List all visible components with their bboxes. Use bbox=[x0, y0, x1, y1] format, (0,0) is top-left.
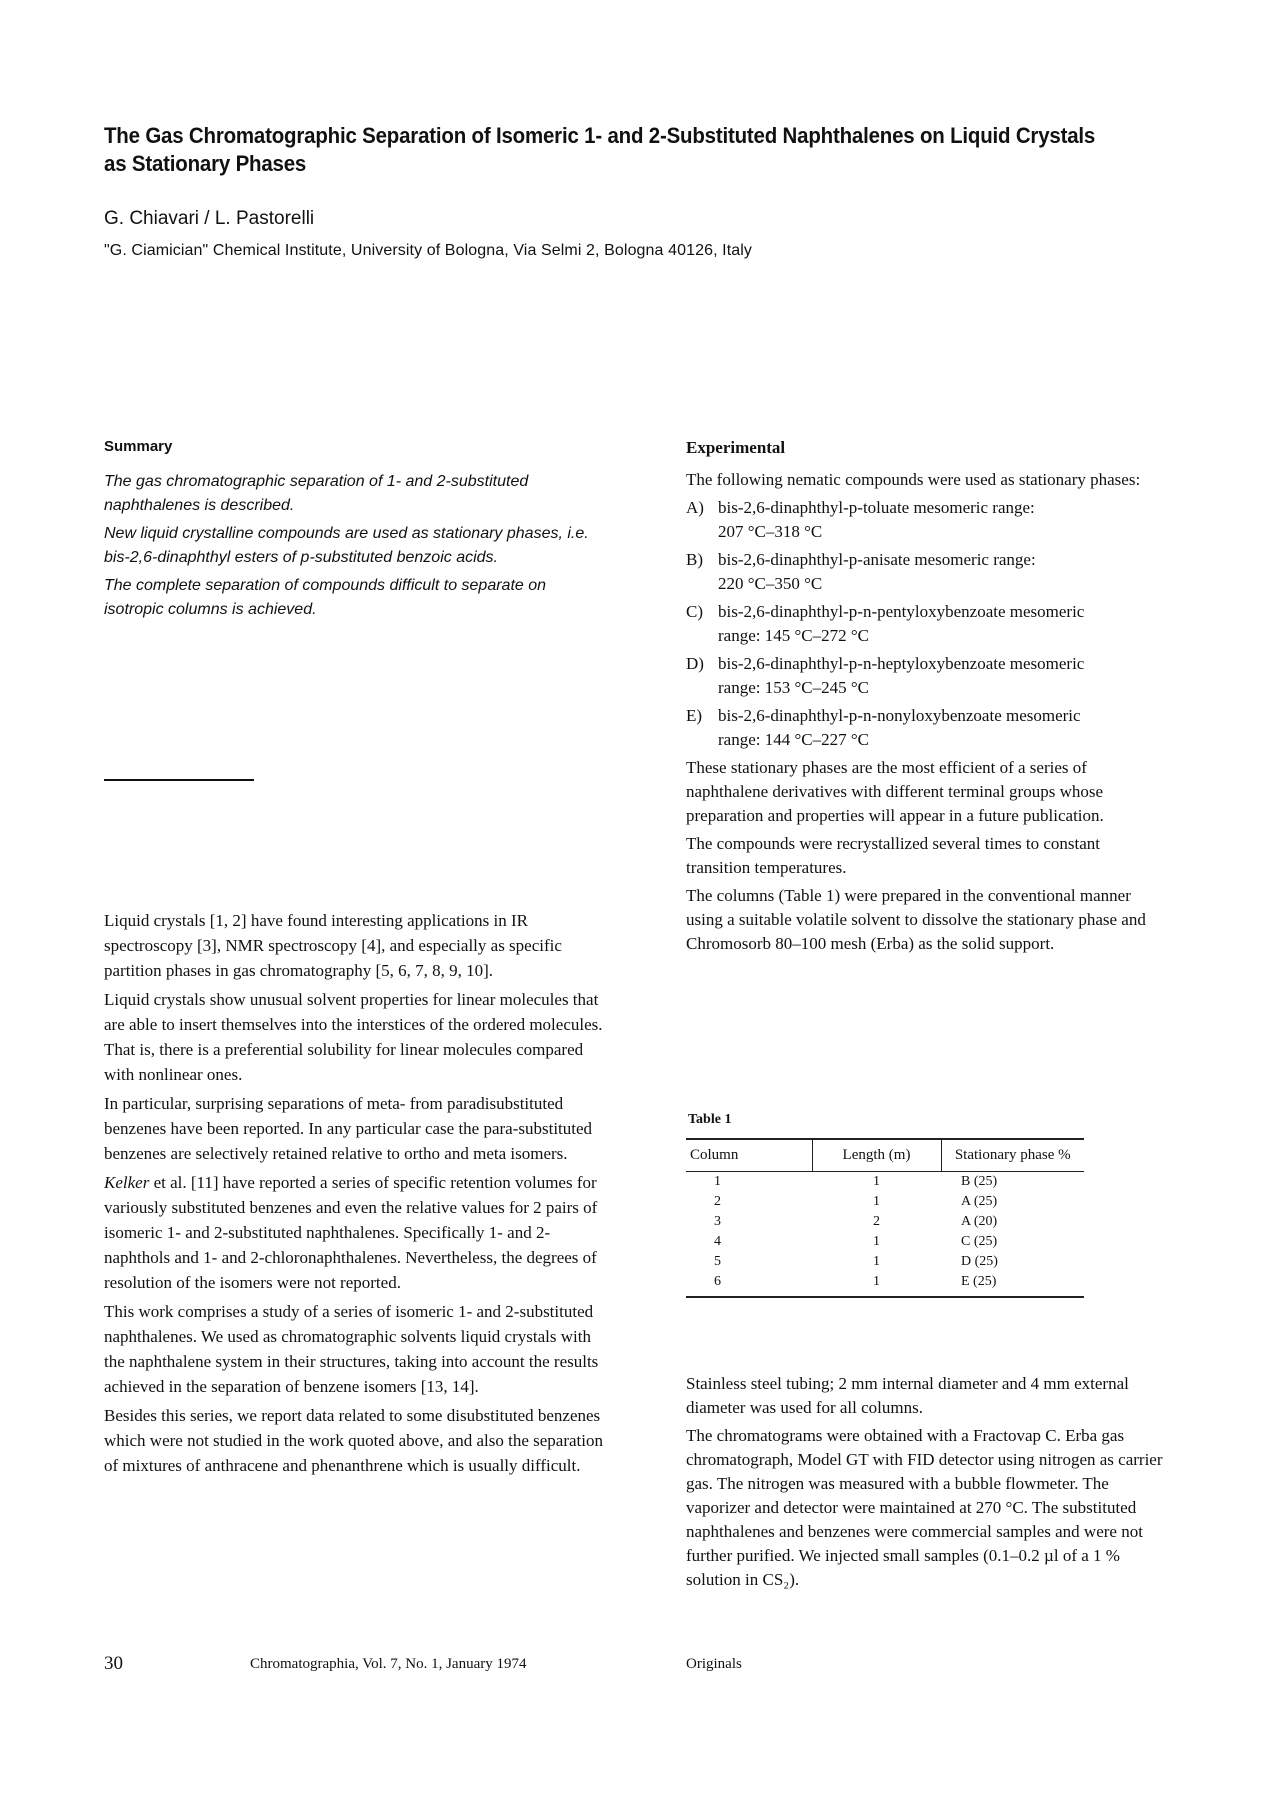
author-line: G. Chiavari / L. Pastorelli bbox=[104, 208, 315, 229]
columns-table bbox=[686, 1138, 1084, 1298]
phase-label: B) bbox=[686, 550, 703, 569]
table-cell: D (25) bbox=[961, 1254, 998, 1269]
stationary-phase-item bbox=[686, 704, 1166, 752]
table-row bbox=[686, 1172, 1084, 1193]
table-row bbox=[686, 1252, 1084, 1272]
phase-range: range: 145 °C–272 °C bbox=[718, 626, 869, 645]
paper-title: The Gas Chromatographic Separation of Isomeric 1- and 2-Substituted Naphthalenes on Liquid Crystals as Stationary Phases bbox=[104, 123, 1096, 176]
body-paragraph bbox=[104, 1170, 604, 1295]
journal-citation: Chromatographia, Vol. 7, No. 1, January 1974 bbox=[250, 1656, 527, 1672]
affiliation-line: "G. Ciamician" Chemical Institute, University of Bologna, Via Selmi 2, Bologna 40126, Italy bbox=[104, 242, 753, 259]
table-header-row bbox=[686, 1139, 1084, 1172]
table-cell: 1 bbox=[873, 1234, 880, 1249]
stationary-phase-item bbox=[686, 600, 1166, 648]
table-cell: C (25) bbox=[961, 1234, 998, 1249]
table-cell: 5 bbox=[714, 1254, 721, 1269]
table-cell: 1 bbox=[714, 1174, 721, 1189]
table-cell: B (25) bbox=[961, 1174, 998, 1189]
phase-label: E) bbox=[686, 706, 703, 725]
body-paragraph: Liquid crystals [1, 2] have found interesting applications in IR spectroscopy [3], NMR spectroscopy [4], and especially as specific partition phases in gas chromatography [5, 6, 7, 8, 9, 10]. bbox=[104, 911, 562, 980]
body-paragraph: The compounds were recrystallized several times to constant transition temperatures. bbox=[686, 834, 1100, 877]
phase-range: 220 °C–350 °C bbox=[718, 574, 823, 593]
table-header-cell: Stationary phase % bbox=[941, 1139, 1084, 1172]
summary-paragraph: The gas chromatographic separation of 1- and 2-substituted naphthalenes is described. bbox=[104, 473, 529, 514]
table-header-cell: Column bbox=[686, 1139, 812, 1172]
table-cell: 4 bbox=[714, 1234, 721, 1249]
stationary-phase-item bbox=[686, 496, 1166, 544]
body-paragraph: This work comprises a study of a series of isomeric 1- and 2-substituted naphthalenes. We used as chromatographic solvents liquid crystals with the naphthalene system in their structures, taking into account the results achieved in the separation of benzene isomers [13, 14]. bbox=[104, 1302, 599, 1396]
table-cell: A (20) bbox=[961, 1214, 998, 1229]
phase-label: A) bbox=[686, 498, 704, 517]
experimental-text bbox=[686, 468, 1166, 960]
table-row bbox=[686, 1232, 1084, 1252]
table-caption: Table 1 bbox=[688, 1112, 732, 1127]
body-paragraph: Liquid crystals show unusual solvent properties for linear molecules that are able to insert themselves into the interstices of the ordered molecules. That is, there is a preferential solubility for linear molecules compared with nonlinear ones. bbox=[104, 990, 603, 1084]
stationary-phase-item bbox=[686, 652, 1166, 700]
page-number: 30 bbox=[104, 1653, 123, 1674]
table-cell: 6 bbox=[686, 1272, 812, 1297]
table-cell: 1 bbox=[873, 1194, 880, 1209]
cited-author: Kelker bbox=[104, 1173, 150, 1192]
phase-name: bis-2,6-dinaphthyl-p-anisate mesomeric range: bbox=[718, 550, 1036, 569]
body-paragraph: The following nematic compounds were used as stationary phases: bbox=[686, 470, 1141, 489]
table-row bbox=[686, 1192, 1084, 1212]
phase-range: range: 153 °C–245 °C bbox=[718, 678, 869, 697]
table-cell: 1 bbox=[873, 1174, 880, 1189]
summary-paragraph: The complete separation of compounds difficult to separate on isotropic columns is achieved. bbox=[104, 577, 547, 618]
phase-name: bis-2,6-dinaphthyl-p-n-nonyloxybenzoate mesomeric bbox=[718, 706, 1081, 725]
summary-heading: Summary bbox=[104, 438, 173, 455]
phase-range: range: 144 °C–227 °C bbox=[718, 730, 869, 749]
table-cell: 1 bbox=[812, 1272, 941, 1297]
phase-name: bis-2,6-dinaphthyl-p-n-pentyloxybenzoate mesomeric bbox=[718, 602, 1085, 621]
table-header-cell: Length (m) bbox=[812, 1139, 941, 1172]
body-paragraph: The columns (Table 1) were prepared in the conventional manner using a suitable volatile solvent to dissolve the stationary phase and Chromosorb 80–100 mesh (Erba) as the solid support. bbox=[686, 886, 1146, 953]
table-row bbox=[686, 1212, 1084, 1232]
section-label: Originals bbox=[686, 1656, 742, 1672]
stationary-phase-list bbox=[686, 496, 1166, 752]
phase-label: C) bbox=[686, 602, 703, 621]
body-paragraph: The chromatograms were obtained with a Fractovap C. Erba gas chromatograph, Model GT with FID detector using nitrogen as carrier gas. The nitrogen was measured with a bubble flowmeter. The vaporizer and detector were maintained at 270 °C. The substituted naphthalenes and benzenes were commercial samples and were not further purified. We injected small samples (0.1–0.2 µl of a 1 % solution in CS₂). bbox=[686, 1426, 1163, 1589]
body-paragraph-text: et al. [11] have reported a series of specific retention volumes for variously substituted benzenes and even the relative values for 2 pairs of isomeric 1- and 2-substituted naphthalenes. Specifically 1- and 2-naphthols and 1- and 2-chloronaphthalenes. Nevertheless, the degrees of resolution of the isomers were not reported. bbox=[104, 1173, 598, 1292]
stationary-phase-item bbox=[686, 548, 1166, 596]
table-cell: 2 bbox=[714, 1194, 721, 1209]
body-paragraph: Stainless steel tubing; 2 mm internal diameter and 4 mm external diameter was used for all columns. bbox=[686, 1374, 1129, 1417]
experimental-heading: Experimental bbox=[686, 438, 786, 457]
footnote-divider bbox=[104, 779, 254, 781]
table-cell: 2 bbox=[873, 1214, 880, 1229]
phase-name: bis-2,6-dinaphthyl-p-n-heptyloxybenzoate mesomeric bbox=[718, 654, 1085, 673]
body-paragraph: In particular, surprising separations of meta- from paradisubstituted benzenes have been reported. In any particular case the para-substituted benzenes are selectively retained relative to ortho and meta isomers. bbox=[104, 1094, 593, 1163]
table-cell: A (25) bbox=[961, 1194, 998, 1209]
table-row bbox=[686, 1272, 1084, 1297]
body-paragraph: These stationary phases are the most efficient of a series of naphthalene derivatives with different terminal groups whose preparation and properties will appear in a future publication. bbox=[686, 758, 1104, 825]
table-cell: E (25) bbox=[941, 1272, 1084, 1297]
body-paragraph: Besides this series, we report data related to some disubstituted benzenes which were not studied in the work quoted above, and also the separation of mixtures of anthracene and phenanthrene which is usually difficult. bbox=[104, 1406, 604, 1475]
summary-abstract bbox=[104, 470, 604, 626]
phase-label: D) bbox=[686, 654, 704, 673]
table-cell: 3 bbox=[714, 1214, 721, 1229]
summary-paragraph: New liquid crystalline compounds are used as stationary phases, i.e. bis-2,6-dinaphthyl esters of p-substituted benzoic acids. bbox=[104, 525, 589, 566]
table-cell: 1 bbox=[873, 1254, 880, 1269]
experimental-text-continued bbox=[686, 1372, 1166, 1596]
introduction-text bbox=[104, 908, 604, 1482]
phase-name: bis-2,6-dinaphthyl-p-toluate mesomeric range: bbox=[718, 498, 1035, 517]
phase-range: 207 °C–318 °C bbox=[718, 522, 823, 541]
